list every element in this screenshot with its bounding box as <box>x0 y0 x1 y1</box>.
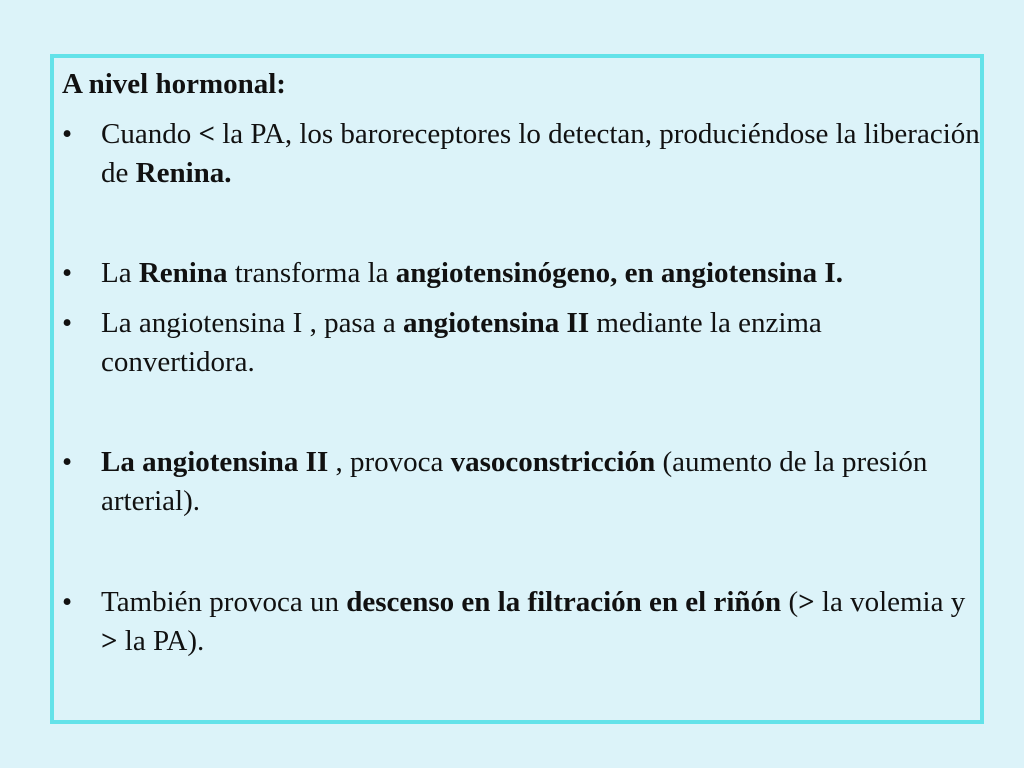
bullet-text-part: la volemia y <box>814 586 966 618</box>
bullet-text-part: La <box>101 257 139 289</box>
bold-term-angiotensina-ii: La angiotensina II <box>101 446 329 478</box>
bullet-text <box>101 254 982 293</box>
bullet-text <box>101 583 982 661</box>
bullet-text <box>101 443 982 521</box>
bold-term-angiotensinogeno: angiotensinógeno, en angiotensina I. <box>395 257 843 289</box>
greater-than-symbol: > <box>101 625 118 657</box>
less-than-symbol: < <box>198 118 215 150</box>
bullet-text-part: La angiotensina I , pasa a <box>101 307 403 339</box>
bullet-text-part: , provoca <box>328 446 451 478</box>
bold-term-renina: Renina <box>138 257 228 289</box>
bullet-point-icon: • <box>62 446 73 478</box>
bullet-item-renina <box>62 254 982 293</box>
bullet-item-filtracion <box>62 583 982 661</box>
bullet-item-angiotensina-conversion <box>62 304 982 382</box>
bullet-text <box>101 115 982 193</box>
bold-term-vasoconstriccion: vasoconstricción <box>450 446 656 478</box>
bullet-text <box>101 304 982 382</box>
bold-term-filtracion: descenso en la filtración en el riñón <box>346 586 782 618</box>
bullet-text-part: También provoca un <box>101 586 347 618</box>
bullet-text-part: Cuando <box>101 118 199 150</box>
slide-heading: A nivel hormonal: <box>62 68 286 100</box>
bullet-point-icon: • <box>62 586 73 618</box>
bullet-text-part: ( <box>781 586 799 618</box>
bullet-item-baroreceptors <box>62 115 982 193</box>
bullet-point-icon: • <box>62 257 73 289</box>
bullet-text-part: la PA). <box>117 625 205 657</box>
bullet-point-icon: • <box>62 307 73 339</box>
bullet-text-part: transforma la <box>227 257 396 289</box>
bullet-item-vasoconstriccion <box>62 443 982 521</box>
greater-than-symbol: > <box>798 586 815 618</box>
bullet-text-part: mediante la enzima convertidora. <box>101 307 822 378</box>
bold-term-angiotensina-ii: angiotensina II <box>402 307 590 339</box>
bullet-text-part: la PA, los baroreceptores lo detectan, produciéndose la liberación de <box>101 118 980 189</box>
bullet-point-icon: • <box>62 118 73 150</box>
bullet-text-part: (aumento de la presión arterial). <box>101 446 928 517</box>
bold-term-renina: Renina. <box>135 157 232 189</box>
